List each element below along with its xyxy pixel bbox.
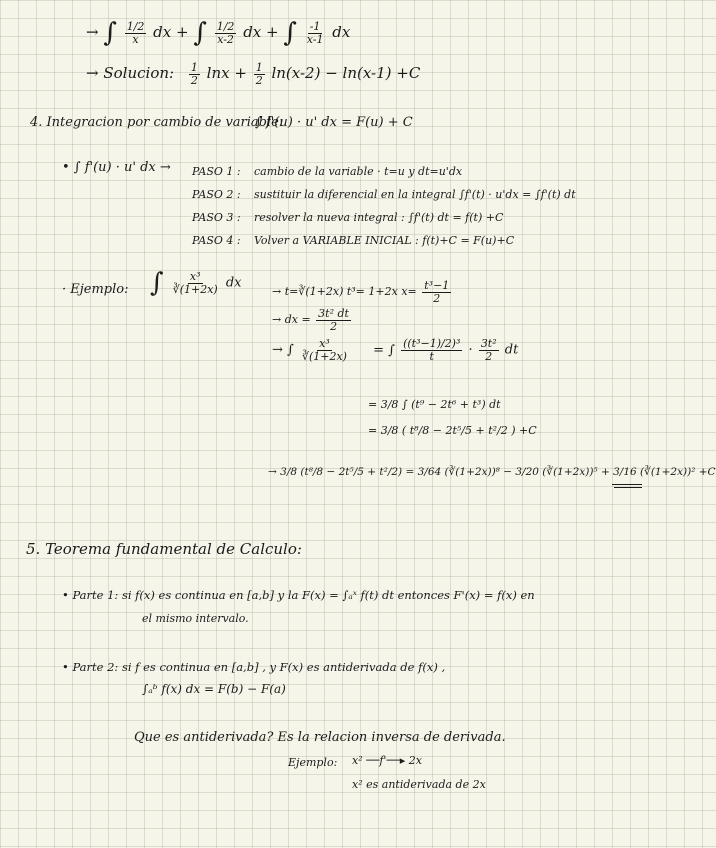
fraction xyxy=(479,338,499,362)
numerator: 1 xyxy=(190,61,198,74)
step-label: PASO 2 : xyxy=(192,188,241,201)
numerator: 1 xyxy=(255,61,263,74)
differential-text: → dx = xyxy=(272,313,311,327)
numerator: ((t³−1)/2)³ xyxy=(403,337,461,350)
numerator: x³ xyxy=(319,337,330,350)
step-text: cambio de la variable · t=u y dt=u'dx xyxy=(254,165,463,178)
differential-line xyxy=(272,308,353,332)
step-text: Volver a VARIABLE INICIAL : f(t)+C = F(u)+C xyxy=(254,234,515,247)
arrow-integral: → ∫ xyxy=(272,342,294,358)
dx: dx xyxy=(332,23,351,41)
steps-bullet: • ∫ f'(u) · u' dx → xyxy=(62,160,171,175)
example-integral xyxy=(150,270,242,296)
fraction-half xyxy=(189,62,200,86)
denominator: 2 xyxy=(433,291,441,305)
denominator: ∛(1+2x) xyxy=(172,282,218,296)
parte2-continuation: ∫ₐᵇ f(x) dx = F(b) − F(a) xyxy=(142,682,286,696)
fraction xyxy=(125,21,147,45)
fraction xyxy=(300,338,349,362)
fraction xyxy=(422,280,451,304)
substitution-text: → t=∛(1+2x) t³= 1+2x x= xyxy=(272,285,417,299)
denominator: ∛(1+2x) xyxy=(301,349,347,363)
dt: dt xyxy=(504,342,519,358)
numerator: t³−1 xyxy=(424,279,450,292)
numerator: 1/2 xyxy=(216,19,235,33)
denominator: x-1 xyxy=(306,32,324,46)
denominator: t xyxy=(429,349,434,363)
antiderivative-question: Que es antiderivada? Es la relacion inversa de derivada. xyxy=(134,730,506,745)
substituted-integral-line xyxy=(272,338,518,362)
dx: dx xyxy=(243,23,262,41)
fraction xyxy=(171,271,220,295)
partial-fractions-line xyxy=(86,20,350,46)
denominator: x-2 xyxy=(217,32,234,46)
fraction xyxy=(305,21,326,45)
parte1-continuation: el mismo intervalo. xyxy=(142,612,249,625)
denominator: 2 xyxy=(485,349,493,363)
fraction xyxy=(401,338,462,362)
denominator: 2 xyxy=(255,73,263,87)
result-line: = 3/8 ∫ (t⁹ − 2t⁶ + t³) dt xyxy=(368,398,501,411)
step-text: sustituir la diferencial en la integral ∫f'(t) · u'dx = ∫f'(t) dt xyxy=(254,188,576,201)
fraction xyxy=(316,308,351,332)
denominator: x xyxy=(132,32,139,46)
plus: + xyxy=(266,23,279,41)
parte2-line: • Parte 2: si f es continua en [a,b] , y F(x) es antiderivada de f(x) , xyxy=(62,660,446,674)
integral-sign: ∫ xyxy=(150,268,164,298)
solution-label: Solucion: xyxy=(103,64,175,83)
numerator: 1/2 xyxy=(126,19,145,33)
fraction-half xyxy=(254,62,265,86)
example-label: · Ejemplo: xyxy=(62,282,129,297)
integral-sign: ∫ xyxy=(193,18,207,48)
example2-line1: x² ──f'──▸ 2x xyxy=(352,754,422,767)
numerator: 3t² xyxy=(480,337,497,350)
step-label: PASO 4 : xyxy=(192,234,241,247)
final-result-line: → 3/8 (t⁸/8 − 2t⁵/5 + t²/2) = 3/64 (∛(1+2x))⁸ − 3/20 (∛(1+2x))⁵ + 3/16 (∛(1+2x))² +C xyxy=(268,466,716,478)
final-underline xyxy=(612,484,642,485)
integral-sign: ∫ xyxy=(283,18,297,48)
section5-title: 5. Teorema fundamental de Calculo: xyxy=(26,540,302,558)
numerator: -1 xyxy=(309,19,321,33)
denominator: 2 xyxy=(190,73,198,87)
example2-label: Ejemplo: xyxy=(288,756,338,769)
section4-formula: ∫ f'(u) · u' dx = F(u) + C xyxy=(255,115,413,130)
fraction xyxy=(215,21,237,45)
example2-line2: x² es antiderivada de 2x xyxy=(352,778,486,791)
numerator: x³ xyxy=(189,269,201,283)
step-label: PASO 1 : xyxy=(192,165,241,178)
arrow: → xyxy=(86,23,99,41)
integral-sign: ∫ xyxy=(103,18,117,48)
step-text: resolver la nueva integral : ∫f'(t) dt = f(t) +C xyxy=(254,211,504,224)
final-underline xyxy=(614,487,642,488)
solution-line xyxy=(86,62,420,86)
dx: dx xyxy=(225,275,242,291)
dot: · xyxy=(468,342,473,358)
arrow: → xyxy=(86,64,99,83)
numerator: 3t² dt xyxy=(318,307,349,320)
step-label: PASO 3 : xyxy=(192,211,241,224)
substitution-line xyxy=(272,280,453,304)
denominator: 2 xyxy=(330,319,338,333)
plus: + xyxy=(176,23,189,41)
result-line: = 3/8 ( t⁸/8 − 2t⁵/5 + t²/2 ) +C xyxy=(368,424,537,437)
equals-integral: = ∫ xyxy=(373,342,395,358)
parte1-line: • Parte 1: si f(x) es continua en [a,b] y la F(x) = ∫ₐˣ f(t) dt entonces F'(x) = f(x) en xyxy=(62,588,535,602)
dx: dx xyxy=(153,23,172,41)
solution-part1: lnx + xyxy=(206,64,247,83)
section4-title: 4. Integracion por cambio de variable: xyxy=(30,115,284,130)
solution-part2: ln(x-2) − ln(x-1) +C xyxy=(271,64,421,83)
